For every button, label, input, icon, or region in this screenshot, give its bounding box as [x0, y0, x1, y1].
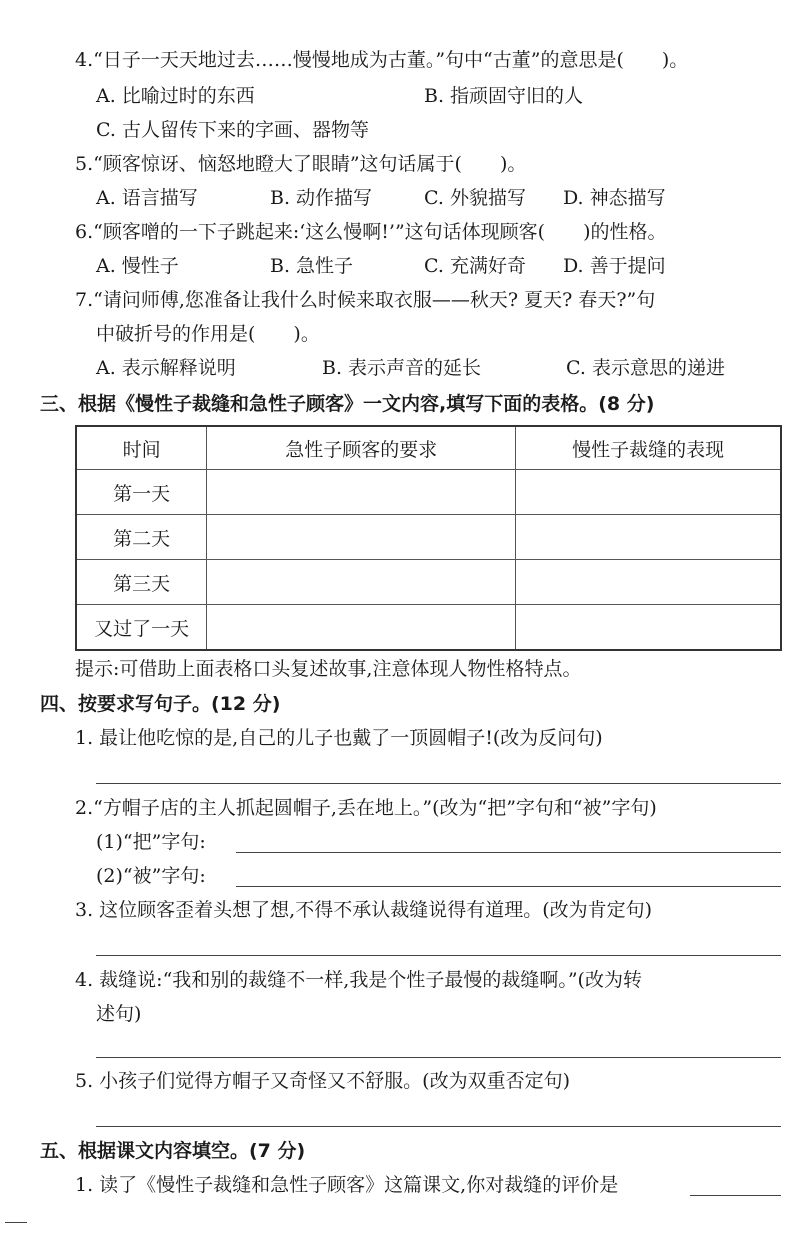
q6-option-c: C. 充满好奇: [424, 255, 526, 277]
table-row-label: 又过了一天: [76, 605, 207, 651]
table-cell-blank[interactable]: [207, 515, 516, 560]
section4-item5: 5. 小孩子们觉得方帽子又奇怪又不舒服。(改为双重否定句): [75, 1070, 570, 1092]
answer-line-item2-ba[interactable]: [236, 852, 781, 853]
table-cell-blank[interactable]: [516, 560, 781, 605]
q6-option-b: B. 急性子: [270, 255, 354, 277]
section3-heading: 三、根据《慢性子裁缝和急性子顾客》一文内容,填写下面的表格。(8 分): [40, 393, 655, 415]
table-row: [76, 515, 781, 560]
table-header-tailor: 慢性子裁缝的表现: [516, 426, 781, 470]
q5-stem: 5.“顾客惊讶、恼怒地瞪大了眼睛”这句话属于( )。: [75, 153, 527, 175]
q4-stem: 4.“日子一天天地过去……慢慢地成为古董。”句中“古董”的意思是( )。: [75, 49, 689, 71]
table-cell-blank[interactable]: [516, 605, 781, 651]
story-table: [75, 425, 782, 651]
table-cell-blank[interactable]: [516, 470, 781, 515]
section4-heading: 四、按要求写句子。(12 分): [40, 693, 281, 715]
table-cell-blank[interactable]: [207, 605, 516, 651]
answer-line-item5[interactable]: [96, 1126, 781, 1127]
q7-stem-line1: 7.“请问师傅,您准备让我什么时候来取衣服——秋天? 夏天? 春天?”句: [75, 289, 656, 311]
section4-item1: 1. 最让他吃惊的是,自己的儿子也戴了一顶圆帽子!(改为反问句): [75, 727, 603, 749]
table-row-label: 第三天: [76, 560, 207, 605]
section4-item3: 3. 这位顾客歪着头想了想,不得不承认裁缝说得有道理。(改为肯定句): [75, 899, 653, 921]
page-edge-mark: [5, 1222, 27, 1223]
q7-option-c: C. 表示意思的递进: [566, 357, 725, 379]
table-cell-blank[interactable]: [207, 470, 516, 515]
answer-line-item3[interactable]: [96, 955, 781, 956]
section4-item2: 2.“方帽子店的主人抓起圆帽子,丢在地上。”(改为“把”字句和“被”字句): [75, 797, 657, 819]
q4-option-b: B. 指顽固守旧的人: [424, 85, 584, 107]
section4-item2-ba-label: (1)“把”字句:: [96, 831, 206, 853]
table-row: [76, 560, 781, 605]
q4-option-a: A. 比喻过时的东西: [96, 85, 255, 107]
table-header-time: 时间: [76, 426, 207, 470]
answer-line-item4[interactable]: [96, 1057, 781, 1058]
q6-option-a: A. 慢性子: [96, 255, 179, 277]
table-cell-blank[interactable]: [516, 515, 781, 560]
answer-line-item2-bei[interactable]: [236, 886, 781, 887]
table-row: [76, 470, 781, 515]
table-header-customer: 急性子顾客的要求: [207, 426, 516, 470]
section3-tip: 提示:可借助上面表格口头复述故事,注意体现人物性格特点。: [75, 658, 582, 680]
table-cell-blank[interactable]: [207, 560, 516, 605]
table-row: [76, 605, 781, 651]
q7-option-b: B. 表示声音的延长: [322, 357, 482, 379]
answer-line-section5-item1[interactable]: [690, 1195, 781, 1196]
answer-line-item1[interactable]: [96, 783, 781, 784]
q5-option-b: B. 动作描写: [270, 187, 373, 209]
q5-option-d: D. 神态描写: [563, 187, 666, 209]
table-header-row: [76, 426, 781, 470]
q5-option-c: C. 外貌描写: [424, 187, 526, 209]
section5-item1: 1. 读了《慢性子裁缝和急性子顾客》这篇课文,你对裁缝的评价是: [75, 1174, 619, 1196]
section4-item4-line1: 4. 裁缝说:“我和别的裁缝不一样,我是个性子最慢的裁缝啊。”(改为转: [75, 969, 642, 991]
table-row-label: 第一天: [76, 470, 207, 515]
table-row-label: 第二天: [76, 515, 207, 560]
q5-option-a: A. 语言描写: [96, 187, 198, 209]
q6-option-d: D. 善于提问: [563, 255, 666, 277]
section4-item2-bei-label: (2)“被”字句:: [96, 865, 206, 887]
section5-heading: 五、根据课文内容填空。(7 分): [40, 1140, 306, 1162]
section4-item4-line2: 述句): [96, 1003, 142, 1025]
q6-stem: 6.“顾客噌的一下子跳起来:‘这么慢啊!’”这句话体现顾客( )的性格。: [75, 221, 667, 243]
q4-option-c: C. 古人留传下来的字画、器物等: [96, 119, 369, 141]
q7-option-a: A. 表示解释说明: [96, 357, 236, 379]
q7-stem-line2: 中破折号的作用是( )。: [96, 323, 320, 345]
